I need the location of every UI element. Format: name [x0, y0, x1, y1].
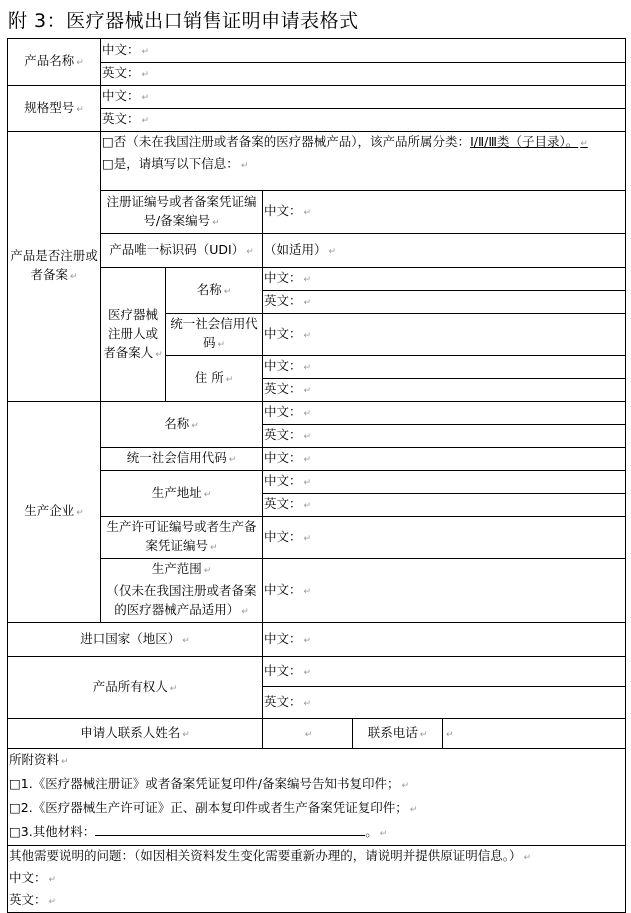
owner-zh-field[interactable]: 中文： ↵ — [263, 657, 626, 687]
manufacturer-name-label: 名称 ↵ — [101, 402, 263, 448]
attachments-section — [8, 749, 626, 846]
no-option[interactable]: □否（未在我国注册或者备案的医疗器械产品），该产品所属分类： — [102, 134, 471, 149]
import-country-field[interactable]: 中文： ↵ — [263, 623, 626, 657]
contact-phone-label: 联系电话 ↵ — [353, 719, 443, 749]
product-name-zh-field[interactable]: 中文： ↵ — [101, 39, 626, 63]
manufacturer-address-label: 生产地址 ↵ — [101, 471, 263, 517]
model-en-field[interactable]: 英文： ↵ — [101, 109, 626, 132]
license-label: 生产许可证编号或者生产备案凭证编号 ↵ — [101, 517, 263, 559]
other-notes-title: 其他需要说明的问题：（如因相关资料发生变化需要重新办理的，请说明并提供原证明信息。） ↵ — [9, 846, 624, 868]
license-field[interactable]: 中文： ↵ — [263, 517, 626, 559]
application-form-table — [7, 38, 626, 913]
cert-no-field[interactable]: 中文： ↵ — [263, 191, 626, 234]
contact-name-label: 申请人联系人姓名 ↵ — [8, 719, 263, 749]
manufacturer-name-zh-field[interactable]: 中文： ↵ — [263, 402, 626, 425]
product-name-en-field[interactable]: 英文： ↵ — [101, 63, 626, 86]
owner-en-field[interactable]: 英文： ↵ — [263, 687, 626, 719]
scope-field[interactable]: 中文： ↵ — [263, 559, 626, 623]
other-notes-zh[interactable]: 中文： ↵ — [9, 868, 624, 890]
attachment-item-3[interactable]: □3.其他材料： 。 ↵ — [9, 821, 624, 845]
registered-label: 产品是否注册或者备案 ↵ — [8, 132, 101, 402]
attachments-title: 所附资料 ↵ — [9, 749, 624, 773]
product-name-label: 产品名称 ↵ — [8, 39, 101, 86]
registrant-name-zh-field[interactable]: 中文： ↵ — [263, 268, 626, 291]
other-notes-en[interactable]: 英文： ↵ — [9, 890, 624, 912]
registrant-name-en-field[interactable]: 英文： ↵ — [263, 291, 626, 314]
registrant-credit-code-field[interactable]: 中文： ↵ — [263, 314, 626, 356]
registrant-name-label: 名称 ↵ — [166, 268, 263, 314]
registrant-address-label: 住 所 ↵ — [166, 356, 263, 402]
owner-label: 产品所有权人 ↵ — [8, 657, 263, 719]
manufacturer-label: 生产企业 ↵ — [8, 402, 101, 623]
cert-no-label: 注册证编号或者备案凭证编号/备案编号 ↵ — [101, 191, 263, 234]
registration-status-options[interactable] — [101, 132, 626, 191]
contact-name-field[interactable] — [263, 719, 353, 749]
scope-label: 生产范围 ↵ （仅未在我国注册或者备案的医疗器械产品适用） ↵ — [101, 559, 263, 623]
udi-field[interactable]: （如适用） ↵ — [263, 234, 626, 268]
contact-phone-field[interactable] — [443, 719, 626, 749]
other-notes-section[interactable] — [8, 846, 626, 913]
registrant-address-en-field[interactable]: 英文： ↵ — [263, 379, 626, 402]
other-materials-input[interactable] — [95, 822, 365, 836]
import-country-label: 进口国家（地区） ↵ — [8, 623, 263, 657]
model-label: 规格型号 ↵ — [8, 86, 101, 132]
manufacturer-address-en-field[interactable]: 英文： ↵ — [263, 494, 626, 517]
yes-option[interactable]: □是，请填写以下信息： ↵ — [102, 156, 248, 171]
registrant-label: 医疗器械注册人或者备案人 ↵ — [101, 268, 166, 402]
attachment-item-1[interactable]: □1.《医疗器械注册证》或者备案凭证复印件/备案编号告知书复印件； ↵ — [9, 773, 624, 797]
no-option-class: Ⅰ/Ⅱ/Ⅲ类（子目录）。 ↵ — [470, 134, 588, 149]
registrant-credit-code-label: 统一社会信用代码 ↵ — [166, 314, 263, 356]
registrant-address-zh-field[interactable]: 中文： ↵ — [263, 356, 626, 379]
attachment-item-2[interactable]: □2.《医疗器械生产许可证》正、副本复印件或者生产备案凭证复印件； ↵ — [9, 797, 624, 821]
udi-label: 产品唯一标识码（UDI） ↵ — [101, 234, 263, 268]
model-zh-field[interactable]: 中文： ↵ — [101, 86, 626, 109]
manufacturer-credit-code-field[interactable]: 中文： ↵ — [263, 448, 626, 471]
form-title: 附 3：医疗器械出口销售证明申请表格式 — [8, 10, 359, 32]
manufacturer-name-en-field[interactable]: 英文： ↵ — [263, 425, 626, 448]
manufacturer-address-zh-field[interactable]: 中文： ↵ — [263, 471, 626, 494]
manufacturer-credit-code-label: 统一社会信用代码 ↵ — [101, 448, 263, 471]
